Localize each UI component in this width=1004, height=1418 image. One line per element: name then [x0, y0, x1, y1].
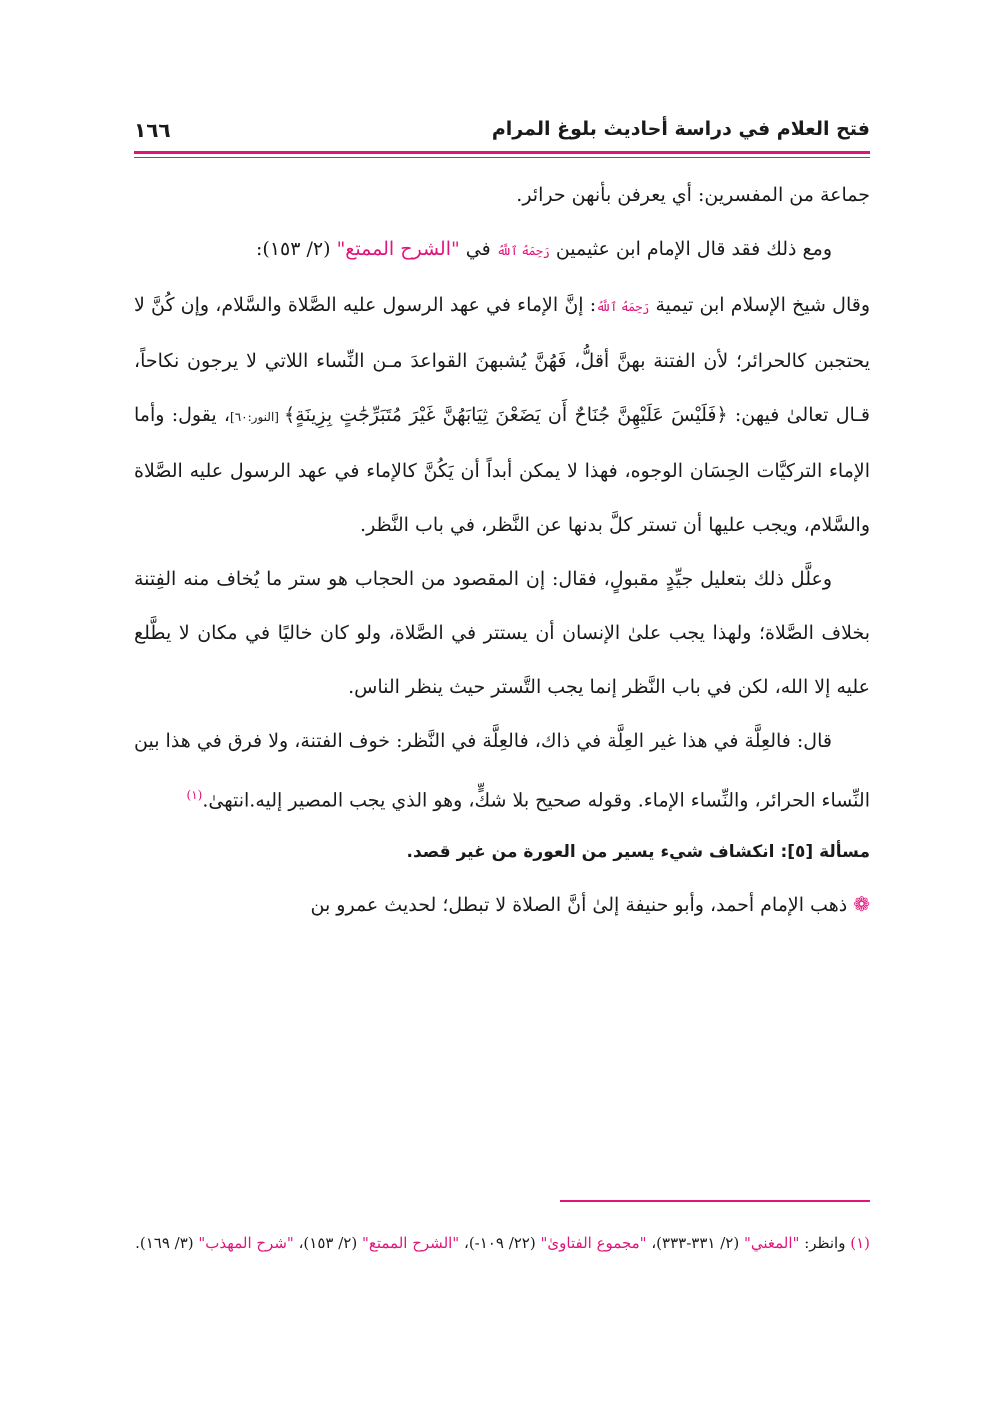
p6-text: ذهب الإمام أحمد، وأبو حنيفة إلىٰ أنَّ الصلاة لا تبطل؛ لحديث عمرو بن: [310, 894, 854, 917]
book-citation: "الشرح الممتع": [336, 238, 460, 260]
footnote-number: (١): [850, 1234, 870, 1252]
running-header: [134, 118, 870, 152]
honorific-mark: رَحِمَهُ ٱللَّهُ: [596, 300, 650, 314]
quran-verse: ﴿فَلَيْسَ عَلَيْهِنَّ جُنَاحٌ أَن يَضَعْنَ ثِيَابَهُنَّ غَيْرَ مُتَبَرِّجَٰتٍ بِزِينَةٍ﴾: [284, 404, 728, 426]
footnote-marker: (١): [186, 788, 203, 802]
p3-text-a: وقال شيخ الإسلام ابن تيمية: [649, 294, 870, 316]
p3-text-b: : إنَّ الإماء في عهد الرسول عليه الصَّلاة والسَّلام، وإن كُنَّ لا يحتجبن كالحرائر؛ لأن الفتنة بهنَّ أقلُّ، فَهُنَّ يُشبهنَ القواعدَ مـن النِّساء اللاتي لا يرجون نكاحاً، قـال تعالىٰ فيهن:: [134, 294, 870, 426]
footnote-text: (٢٢/ ١٠٩-)،: [459, 1234, 541, 1252]
paragraph-2: [134, 222, 870, 278]
issue-label: مسألة [٥]:: [780, 842, 870, 863]
issue-heading: [134, 827, 870, 877]
header-rule-thin: [134, 157, 870, 158]
footnote-separator: [560, 1200, 870, 1202]
p2-text-b: في: [459, 238, 497, 260]
p2-text-a: ومع ذلك فقد قال الإمام ابن عثيمين: [549, 238, 832, 260]
footnote-book: "الشرح الممتع": [361, 1234, 460, 1252]
paragraph-6: [134, 877, 870, 932]
book-title: فتح العلام في دراسة أحاديث بلوغ المرام: [491, 118, 870, 140]
page-number: ١٦٦: [134, 118, 171, 142]
paragraph-5: [134, 714, 870, 827]
p3-text-c: ، يقول: وأما الإماء التركيَّات الحِسَان الوجوه، فهذا لا يمكن أبداً أن يَكُنَّ كالإماء في عهد الرسول عليه الصَّلاة والسَّلام، ويجب عليها أن تستر كلَّ بدنها عن النَّظر، في باب النَّظر.: [134, 404, 870, 536]
paragraph-4: وعلَّل ذلك بتعليل جيِّدٍ مقبولٍ، فقال: إن المقصود من الحجاب هو ستر ما يُخاف منه الفِتنة بخلاف الصَّلاة؛ ولهذا يجب علىٰ الإنسان أن يستتر في الصَّلاة، ولو كان خاليًا في مكان لا يطَّلع عليه إلا الله، لكن في باب النَّظر إنما يجب التَّستر حيث ينظر الناس.: [134, 568, 870, 698]
honorific-mark: رَحِمَهُ ٱللَّهُ: [496, 244, 550, 258]
footnote-text: (٢/ ١٥٣)،: [293, 1234, 362, 1252]
footnote-text: (٢/ ٣٣١-٣٣٣)،: [646, 1234, 744, 1252]
footnote-book: "شرح المهذب": [198, 1234, 294, 1252]
footnote-book: "مجموع الفتاوىٰ": [540, 1234, 647, 1252]
paragraph-3: [134, 278, 870, 552]
verse-reference: [النور:٦٠]: [230, 410, 285, 424]
footnote-text: (٣/ ١٦٩).: [135, 1234, 199, 1252]
header-rule-thick: [134, 151, 870, 154]
main-text: [134, 168, 870, 932]
p5-text: قال: فالعِلَّة في هذا غير العِلَّة في ذاك، فالعِلَّة في النَّظر: خوف الفتنة، ولا فرق في هذا بين النِّساء الحرائر، والنِّساء الإماء. وقوله صحيح بلا شكٍّ، وهو الذي يجب المصير إليه.انتهىٰ.: [134, 730, 870, 812]
footnote-text: وانظر:: [799, 1234, 851, 1252]
footnote-1: [134, 1226, 870, 1260]
footnote: [134, 1226, 870, 1260]
p2-text-c: (٢/ ١٥٣):: [255, 238, 337, 260]
flower-bullet-icon: ❁: [853, 892, 870, 917]
footnote-book: "المغني": [743, 1234, 800, 1252]
paragraph-1: جماعة من المفسرين: أي يعرفن بأنهن حرائر.: [516, 184, 870, 206]
issue-title: انكشاف شيء يسير من العورة من غير قصد.: [406, 842, 781, 863]
